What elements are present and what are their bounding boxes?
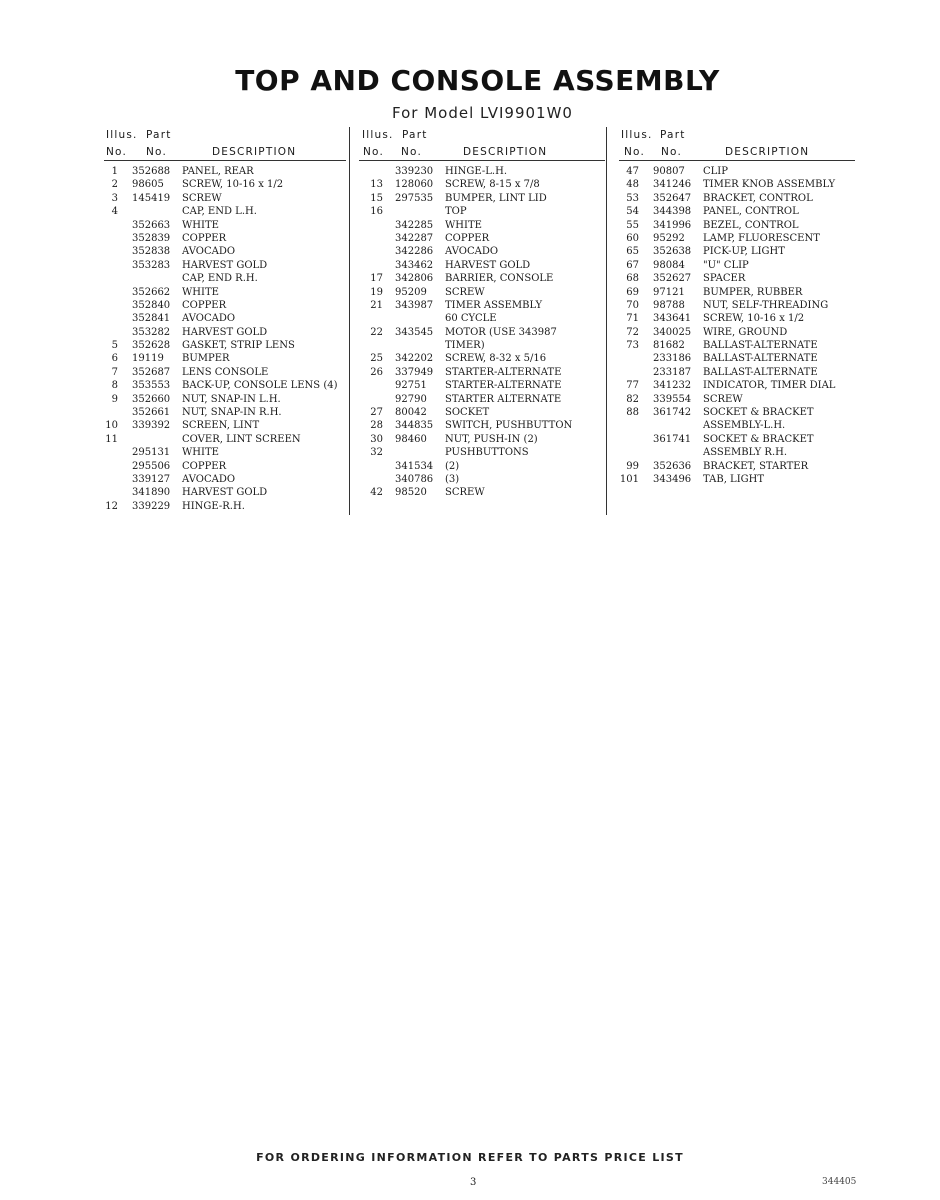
column-header — [359, 127, 605, 161]
part-row — [619, 326, 855, 339]
part-description: COPPER — [445, 232, 490, 244]
part-row — [359, 205, 605, 218]
illus-number: 8 — [111, 380, 118, 392]
part-description: SCREW, 8-15 x 7/8 — [445, 179, 540, 191]
part-no-header: No. — [401, 146, 423, 158]
part-row — [104, 446, 346, 459]
part-row — [619, 219, 855, 232]
part-row — [619, 245, 855, 258]
column-header — [619, 127, 855, 161]
part-description: COPPER — [182, 232, 227, 244]
part-row — [104, 366, 346, 379]
part-row — [104, 460, 346, 473]
part-row — [104, 379, 346, 392]
part-row — [619, 446, 855, 459]
part-description: NUT, PUSH-IN (2) — [445, 433, 538, 445]
column-divider — [349, 127, 350, 515]
description-header: DESCRIPTION — [212, 146, 297, 158]
part-number: 341890 — [132, 487, 171, 499]
part-description: AVOCADO — [182, 473, 236, 485]
part-row — [359, 192, 605, 205]
part-description: WIRE, GROUND — [703, 326, 788, 338]
part-description: ASSEMBLY R.H. — [703, 447, 788, 459]
part-description: SCREW — [703, 393, 743, 405]
illus-number: 101 — [619, 473, 639, 485]
illus-number: 11 — [105, 433, 118, 445]
part-description: SOCKET & BRACKET — [703, 433, 814, 445]
part-description: PANEL, REAR — [182, 166, 254, 177]
part-row — [104, 500, 346, 513]
part-row — [104, 326, 346, 339]
part-description: BUMPER, RUBBER — [703, 286, 803, 298]
part-description: BARRIER, CONSOLE — [445, 273, 554, 285]
part-description: MOTOR (USE 343987 — [445, 326, 557, 338]
part-description: BUMPER, LINT LID — [445, 192, 547, 204]
part-row — [359, 245, 605, 258]
part-description: SCREW, 10-16 x 1/2 — [182, 179, 284, 191]
column-header — [104, 127, 346, 161]
illus-number: 22 — [370, 326, 383, 338]
part-number: 90807 — [653, 166, 685, 177]
illus-number: 65 — [626, 246, 639, 258]
part-description: COVER, LINT SCREEN — [182, 433, 301, 445]
part-row — [359, 178, 605, 191]
part-description: COPPER — [182, 460, 227, 472]
part-description: PANEL, CONTROL — [703, 206, 799, 218]
part-description: BEZEL, CONTROL — [703, 219, 799, 231]
part-description: SCREW, 10-16 x 1/2 — [703, 313, 805, 325]
part-number: 145419 — [132, 192, 171, 204]
part-number: 361741 — [653, 433, 692, 445]
part-row — [104, 219, 346, 232]
part-number: 98520 — [395, 487, 427, 499]
part-description: TIMER ASSEMBLY — [445, 299, 543, 311]
part-description: SCREW — [445, 487, 485, 499]
part-description: TIMER) — [445, 340, 485, 352]
part-number: 339554 — [653, 393, 692, 405]
part-row — [359, 326, 605, 339]
part-number: 339229 — [132, 500, 171, 512]
illus-number: 69 — [626, 286, 639, 298]
part-number: 342285 — [395, 219, 434, 231]
part-row — [619, 419, 855, 432]
part-description: BALLAST-ALTERNATE — [703, 366, 818, 378]
illus-number: 16 — [370, 206, 383, 218]
part-description: LENS CONSOLE — [182, 366, 269, 378]
part-description: WHITE — [182, 219, 219, 231]
part-number: 233186 — [653, 353, 692, 365]
part-row — [619, 272, 855, 285]
part-row — [359, 379, 605, 392]
part-description: HINGE-L.H. — [445, 166, 507, 177]
part-description: (3) — [445, 473, 460, 485]
part-row — [104, 312, 346, 325]
part-row — [104, 406, 346, 419]
part-number: 352628 — [132, 340, 171, 352]
part-number: 353282 — [132, 326, 171, 338]
part-description: WHITE — [182, 286, 219, 298]
part-number: 340786 — [395, 473, 434, 485]
part-number: 98605 — [132, 179, 164, 191]
part-number: 95209 — [395, 286, 427, 298]
part-number: 339127 — [132, 473, 171, 485]
illus-number: 9 — [111, 393, 118, 405]
part-row — [359, 473, 605, 486]
part-row — [619, 286, 855, 299]
part-description: CAP, END R.H. — [182, 273, 258, 285]
part-number: 342202 — [395, 353, 434, 365]
part-description: SCREW, 8-32 x 5/16 — [445, 353, 547, 365]
part-row — [359, 259, 605, 272]
part-description: SOCKET — [445, 407, 490, 419]
part-number: 98788 — [653, 299, 685, 311]
part-row — [104, 286, 346, 299]
part-number: 352688 — [132, 166, 171, 177]
part-description: SOCKET & BRACKET — [703, 407, 814, 419]
parts-column-3 — [619, 127, 855, 486]
part-description: HARVEST GOLD — [182, 487, 268, 499]
part-row — [104, 433, 346, 446]
part-description: ASSEMBLY-L.H. — [703, 420, 786, 432]
part-description: AVOCADO — [182, 246, 236, 258]
part-number: 352663 — [132, 219, 171, 231]
part-description: WHITE — [182, 447, 219, 459]
part-row — [359, 339, 605, 352]
part-number: 344398 — [653, 206, 692, 218]
part-row — [104, 419, 346, 432]
part-number: 342806 — [395, 273, 434, 285]
illus-number: 6 — [111, 353, 118, 365]
part-description: LAMP, FLUORESCENT — [703, 232, 820, 244]
illus-number: 30 — [370, 433, 383, 445]
illus-no-header: No. — [106, 146, 128, 158]
part-description: STARTER ALTERNATE — [445, 393, 562, 405]
page-number: 3 — [470, 1177, 477, 1188]
part-number: 98084 — [653, 259, 685, 271]
illus-number: 1 — [111, 166, 118, 177]
part-row — [619, 393, 855, 406]
part-row — [104, 299, 346, 312]
model-subtitle: For Model LVI9901W0 — [392, 104, 573, 122]
document-number: 344405 — [822, 1177, 857, 1187]
part-description: SWITCH, PUSHBUTTON — [445, 420, 573, 432]
part-number: 342287 — [395, 232, 434, 244]
illus-number: 73 — [626, 340, 639, 352]
page-title: TOP AND CONSOLE ASSEMBLY — [235, 64, 720, 97]
part-number: 19119 — [132, 353, 164, 365]
column-divider — [606, 127, 607, 515]
part-number: 342286 — [395, 246, 434, 258]
part-description: HINGE-R.H. — [182, 500, 245, 512]
part-row — [104, 486, 346, 499]
part-no-header: No. — [661, 146, 683, 158]
illus-number: 4 — [111, 206, 118, 218]
part-description: AVOCADO — [182, 313, 236, 325]
illus-number: 70 — [626, 299, 639, 311]
illus-number: 17 — [370, 273, 383, 285]
ordering-note: FOR ORDERING INFORMATION REFER TO PARTS PRICE LIST — [256, 1151, 684, 1164]
part-number: 343545 — [395, 326, 434, 338]
part-description: GASKET, STRIP LENS — [182, 340, 295, 352]
illus-number: 25 — [370, 353, 383, 365]
part-number: 352662 — [132, 286, 171, 298]
part-description: COPPER — [182, 299, 227, 311]
part-number: 352660 — [132, 393, 171, 405]
part-description: INDICATOR, TIMER DIAL — [703, 380, 836, 392]
part-number: 92751 — [395, 380, 427, 392]
part-row — [359, 393, 605, 406]
parts-column-1 — [104, 127, 346, 513]
part-number: 352636 — [653, 460, 692, 472]
part-row — [619, 460, 855, 473]
part-number: 343641 — [653, 313, 692, 325]
part-row — [619, 352, 855, 365]
part-row — [359, 419, 605, 432]
illus-header: Illus. — [362, 129, 394, 141]
part-number: 341996 — [653, 219, 692, 231]
part-number: 337949 — [395, 366, 434, 378]
illus-number: 48 — [626, 179, 639, 191]
part-row — [619, 299, 855, 312]
part-row — [359, 312, 605, 325]
part-row — [104, 393, 346, 406]
description-header: DESCRIPTION — [725, 146, 810, 158]
illus-number: 3 — [111, 192, 118, 204]
illus-number: 68 — [626, 273, 639, 285]
part-description: HARVEST GOLD — [182, 326, 268, 338]
part-row — [359, 406, 605, 419]
part-row — [104, 192, 346, 205]
part-description: HARVEST GOLD — [182, 259, 268, 271]
part-description: SCREW — [445, 286, 485, 298]
illus-number: 77 — [626, 380, 639, 392]
part-row — [359, 219, 605, 232]
description-header: DESCRIPTION — [463, 146, 548, 158]
part-row — [619, 178, 855, 191]
part-description: PUSHBUTTONS — [445, 447, 529, 459]
illus-number: 42 — [370, 487, 383, 499]
part-description: NUT, SNAP-IN R.H. — [182, 407, 282, 419]
part-description: BALLAST-ALTERNATE — [703, 353, 818, 365]
part-number: 352838 — [132, 246, 171, 258]
part-number: 95292 — [653, 232, 685, 244]
illus-number: 26 — [370, 366, 383, 378]
illus-number: 12 — [105, 500, 118, 512]
part-description: AVOCADO — [445, 246, 499, 258]
part-description: 60 CYCLE — [445, 313, 497, 325]
part-row — [359, 272, 605, 285]
part-description: (2) — [445, 460, 460, 472]
part-number: 352840 — [132, 299, 171, 311]
illus-number: 32 — [370, 447, 383, 459]
part-row — [104, 205, 346, 218]
part-description: BALLAST-ALTERNATE — [703, 340, 818, 352]
part-number: 341232 — [653, 380, 692, 392]
part-row — [104, 272, 346, 285]
part-description: CLIP — [703, 166, 728, 177]
illus-header: Illus. — [106, 129, 138, 141]
part-number: 341246 — [653, 179, 692, 191]
illus-number: 67 — [626, 259, 639, 271]
part-description: WHITE — [445, 219, 482, 231]
part-description: STARTER-ALTERNATE — [445, 366, 562, 378]
part-description: HARVEST GOLD — [445, 259, 531, 271]
part-number: 80042 — [395, 407, 427, 419]
part-row — [619, 205, 855, 218]
part-number: 352661 — [132, 407, 171, 419]
part-number: 343987 — [395, 299, 434, 311]
illus-number: 19 — [370, 286, 383, 298]
illus-number: 13 — [370, 179, 383, 191]
illus-number: 27 — [370, 407, 383, 419]
part-description: NUT, SELF-THREADING — [703, 299, 829, 311]
part-number: 353553 — [132, 380, 171, 392]
part-row — [359, 446, 605, 459]
part-row — [619, 366, 855, 379]
part-row — [619, 339, 855, 352]
part-row — [104, 339, 346, 352]
illus-number: 88 — [626, 407, 639, 419]
illus-header: Illus. — [621, 129, 653, 141]
part-number: 344835 — [395, 420, 434, 432]
part-row — [619, 433, 855, 446]
part-row — [359, 486, 605, 499]
part-row — [619, 406, 855, 419]
part-description: BACK-UP, CONSOLE LENS (4) — [182, 380, 338, 392]
part-row — [359, 299, 605, 312]
part-header: Part — [660, 129, 686, 141]
part-number: 97121 — [653, 286, 685, 298]
part-number: 352841 — [132, 313, 171, 325]
part-description: TOP — [445, 206, 467, 218]
illus-number: 10 — [105, 420, 118, 432]
part-row — [104, 245, 346, 258]
part-description: TAB, LIGHT — [703, 473, 765, 485]
part-number: 352687 — [132, 366, 171, 378]
part-row — [359, 433, 605, 446]
part-description: NUT, SNAP-IN L.H. — [182, 393, 281, 405]
illus-number: 28 — [370, 420, 383, 432]
part-row — [104, 352, 346, 365]
part-number: 341534 — [395, 460, 434, 472]
illus-no-header: No. — [624, 146, 646, 158]
illus-number: 5 — [111, 340, 118, 352]
part-number: 352638 — [653, 246, 692, 258]
part-header: Part — [146, 129, 172, 141]
illus-number: 54 — [626, 206, 639, 218]
part-row — [619, 473, 855, 486]
part-no-header: No. — [146, 146, 168, 158]
part-number: 81682 — [653, 340, 685, 352]
part-description: STARTER-ALTERNATE — [445, 380, 562, 392]
part-row — [359, 286, 605, 299]
illus-no-header: No. — [363, 146, 385, 158]
part-row — [104, 259, 346, 272]
part-row — [619, 232, 855, 245]
part-description: BRACKET, CONTROL — [703, 192, 813, 204]
part-number: 340025 — [653, 326, 692, 338]
part-row — [619, 192, 855, 205]
part-row — [359, 460, 605, 473]
part-row — [619, 379, 855, 392]
illus-number: 15 — [370, 192, 383, 204]
part-number: 339230 — [395, 166, 434, 177]
part-number: 98460 — [395, 433, 427, 445]
part-row — [359, 352, 605, 365]
part-row — [104, 178, 346, 191]
part-number: 343496 — [653, 473, 692, 485]
part-description: "U" CLIP — [703, 259, 749, 271]
illus-number: 47 — [626, 166, 639, 177]
part-row — [359, 232, 605, 245]
part-number: 128060 — [395, 179, 434, 191]
illus-number: 53 — [626, 192, 639, 204]
illus-number: 99 — [626, 460, 639, 472]
part-number: 352627 — [653, 273, 692, 285]
part-description: BRACKET, STARTER — [703, 460, 809, 472]
part-description: TIMER KNOB ASSEMBLY — [703, 179, 836, 191]
part-row — [359, 366, 605, 379]
part-number: 295506 — [132, 460, 171, 472]
part-number: 352839 — [132, 232, 171, 244]
part-number: 361742 — [653, 407, 692, 419]
parts-list — [619, 161, 855, 486]
parts-column-2 — [359, 127, 605, 500]
illus-number: 72 — [626, 326, 639, 338]
part-number: 353283 — [132, 259, 171, 271]
part-row — [104, 165, 346, 178]
illus-number: 2 — [111, 179, 118, 191]
part-description: SCREEN, LINT — [182, 420, 260, 432]
part-row — [619, 259, 855, 272]
illus-number: 7 — [111, 366, 118, 378]
part-number: 295131 — [132, 447, 171, 459]
illus-number: 21 — [370, 299, 383, 311]
illus-number: 71 — [626, 313, 639, 325]
part-row — [619, 165, 855, 178]
part-number: 352647 — [653, 192, 692, 204]
part-description: PICK-UP, LIGHT — [703, 246, 785, 258]
parts-list — [359, 161, 605, 500]
illus-number: 60 — [626, 232, 639, 244]
illus-number: 55 — [626, 219, 639, 231]
part-header: Part — [402, 129, 428, 141]
part-row — [104, 232, 346, 245]
part-description: SPACER — [703, 273, 746, 285]
illus-number: 82 — [626, 393, 639, 405]
part-row — [104, 473, 346, 486]
part-description: CAP, END L.H. — [182, 206, 257, 218]
part-row — [359, 165, 605, 178]
part-number: 339392 — [132, 420, 171, 432]
part-description: SCREW — [182, 192, 222, 204]
part-number: 233187 — [653, 366, 692, 378]
part-number: 92790 — [395, 393, 427, 405]
part-description: BUMPER — [182, 353, 230, 365]
part-number: 297535 — [395, 192, 434, 204]
part-number: 343462 — [395, 259, 434, 271]
part-row — [619, 312, 855, 325]
parts-list — [104, 161, 346, 513]
